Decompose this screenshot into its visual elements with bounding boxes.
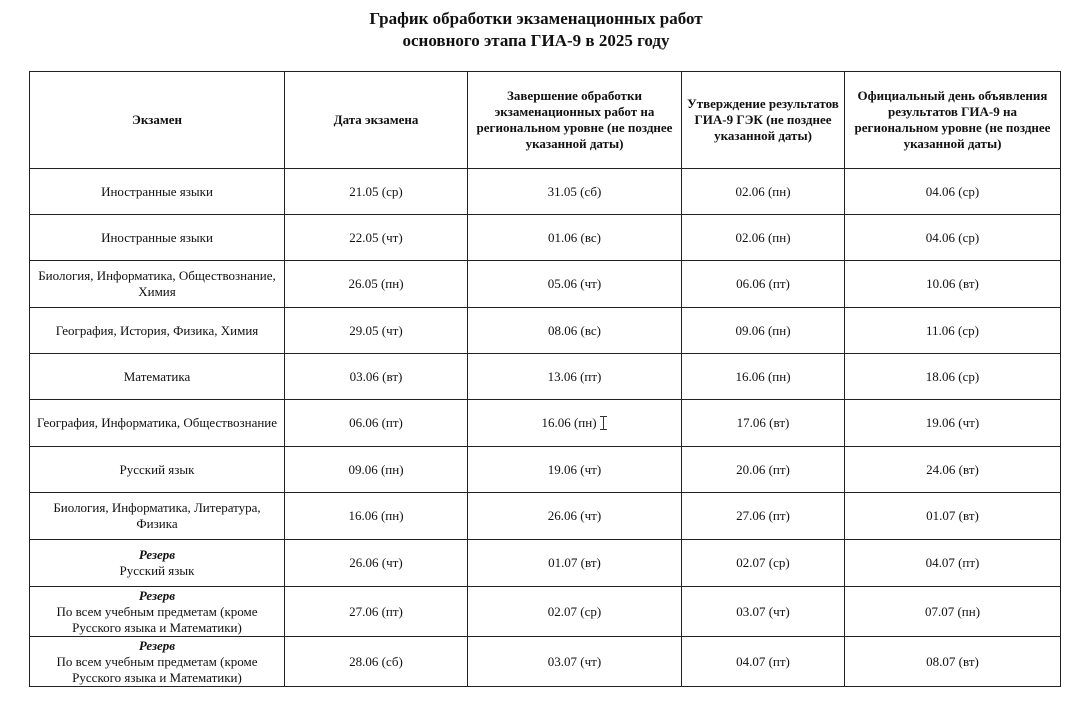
cell-processing-end: 19.06 (чт) (468, 447, 682, 493)
cell-gek-approval: 02.06 (пн) (682, 169, 845, 215)
cell-exam-date: 21.05 (ср) (285, 169, 468, 215)
cell-exam: Русский язык (30, 447, 285, 493)
table-row (30, 540, 1061, 587)
table-row (30, 169, 1061, 215)
cell-exam: Иностранные языки (30, 169, 285, 215)
cell-processing-end: 05.06 (чт) (468, 261, 682, 308)
cell-exam: География, История, Физика, Химия (30, 308, 285, 354)
cell-results-day: 10.06 (вт) (845, 261, 1061, 308)
table-row (30, 637, 1061, 687)
cell-results-day: 19.06 (чт) (845, 400, 1061, 447)
cell-gek-approval: 02.07 (ср) (682, 540, 845, 587)
cell-processing-end (468, 400, 682, 447)
cell-results-day: 04.06 (ср) (845, 169, 1061, 215)
cell-gek-approval: 09.06 (пн) (682, 308, 845, 354)
table-row (30, 354, 1061, 400)
cell-gek-approval: 27.06 (пт) (682, 493, 845, 540)
cell-exam-date: 03.06 (вт) (285, 354, 468, 400)
cell-processing-end: 03.07 (чт) (468, 637, 682, 687)
cell-processing-end: 02.07 (ср) (468, 587, 682, 637)
cell-exam-subjects: По всем учебным предметам (кроме Русского языка и Математики) (56, 603, 258, 635)
table-row (30, 493, 1061, 540)
table-row (30, 447, 1061, 493)
cell-results-day: 01.07 (вт) (845, 493, 1061, 540)
cell-gek-approval: 17.06 (вт) (682, 400, 845, 447)
table-row (30, 261, 1061, 308)
header-exam-date: Дата экзамена (285, 72, 468, 169)
cell-results-day: 18.06 (ср) (845, 354, 1061, 400)
header-gek-approval: Утверждение результатов ГИА-9 ГЭК (не позднее указанной даты) (682, 72, 845, 169)
cell-exam-date: 09.06 (пн) (285, 447, 468, 493)
cell-processing-end: 31.05 (сб) (468, 169, 682, 215)
cell-processing-end-value: 16.06 (пн) (541, 415, 597, 430)
cell-results-day: 11.06 (ср) (845, 308, 1061, 354)
cell-exam-date: 28.06 (сб) (285, 637, 468, 687)
cell-processing-end: 01.07 (вт) (468, 540, 682, 587)
cell-results-day: 24.06 (вт) (845, 447, 1061, 493)
cell-exam-date: 06.06 (пт) (285, 400, 468, 447)
table-row (30, 308, 1061, 354)
cell-gek-approval: 04.07 (пт) (682, 637, 845, 687)
cell-gek-approval: 06.06 (пт) (682, 261, 845, 308)
cell-exam: Иностранные языки (30, 215, 285, 261)
cell-processing-end: 01.06 (вс) (468, 215, 682, 261)
cell-exam-date: 26.06 (чт) (285, 540, 468, 587)
cell-results-day: 07.07 (пн) (845, 587, 1061, 637)
title-line-2: основного этапа ГИА-9 в 2025 году (402, 31, 670, 50)
cell-processing-end: 13.06 (пт) (468, 354, 682, 400)
cell-exam-date: 27.06 (пт) (285, 587, 468, 637)
cell-results-day: 08.07 (вт) (845, 637, 1061, 687)
cell-gek-approval: 03.07 (чт) (682, 587, 845, 637)
cell-gek-approval: 20.06 (пт) (682, 447, 845, 493)
cell-exam (30, 540, 285, 587)
cell-exam-date: 22.05 (чт) (285, 215, 468, 261)
schedule-table (29, 71, 1061, 687)
header-exam: Экзамен (30, 72, 285, 169)
cell-exam (30, 587, 285, 637)
table-row (30, 587, 1061, 637)
cell-exam (30, 637, 285, 687)
cell-exam-subjects: Русский язык (119, 563, 195, 578)
cell-exam-subjects: По всем учебным предметам (кроме Русского языка и Математики) (56, 653, 258, 685)
reserve-label: Резерв (138, 637, 176, 653)
cell-exam-date: 26.05 (пн) (285, 261, 468, 308)
cell-exam: Биология, Информатика, Литература, Физика (30, 493, 285, 540)
cell-results-day: 04.06 (ср) (845, 215, 1061, 261)
reserve-label: Резерв (138, 547, 176, 562)
cell-exam: Математика (30, 354, 285, 400)
document-title (0, 8, 1072, 52)
text-cursor-icon (600, 416, 608, 430)
cell-exam-date: 29.05 (чт) (285, 308, 468, 354)
cell-gek-approval: 02.06 (пн) (682, 215, 845, 261)
reserve-label: Резерв (138, 587, 176, 603)
cell-processing-end: 26.06 (чт) (468, 493, 682, 540)
cell-gek-approval: 16.06 (пн) (682, 354, 845, 400)
cell-results-day: 04.07 (пт) (845, 540, 1061, 587)
table-row (30, 215, 1061, 261)
header-processing-end: Завершение обработки экзаменационных работ на региональном уровне (не позднее указанной даты) (468, 72, 682, 169)
cell-exam: География, Информатика, Обществознание (30, 400, 285, 447)
cell-exam: Биология, Информатика, Обществознание, Химия (30, 261, 285, 308)
cell-processing-end: 08.06 (вс) (468, 308, 682, 354)
cell-exam-date: 16.06 (пн) (285, 493, 468, 540)
title-line-1: График обработки экзаменационных работ (369, 9, 703, 28)
table-row (30, 400, 1061, 447)
header-results-day: Официальный день объявления результатов ГИА-9 на региональном уровне (не позднее указанной даты) (845, 72, 1061, 169)
header-row (30, 72, 1061, 169)
